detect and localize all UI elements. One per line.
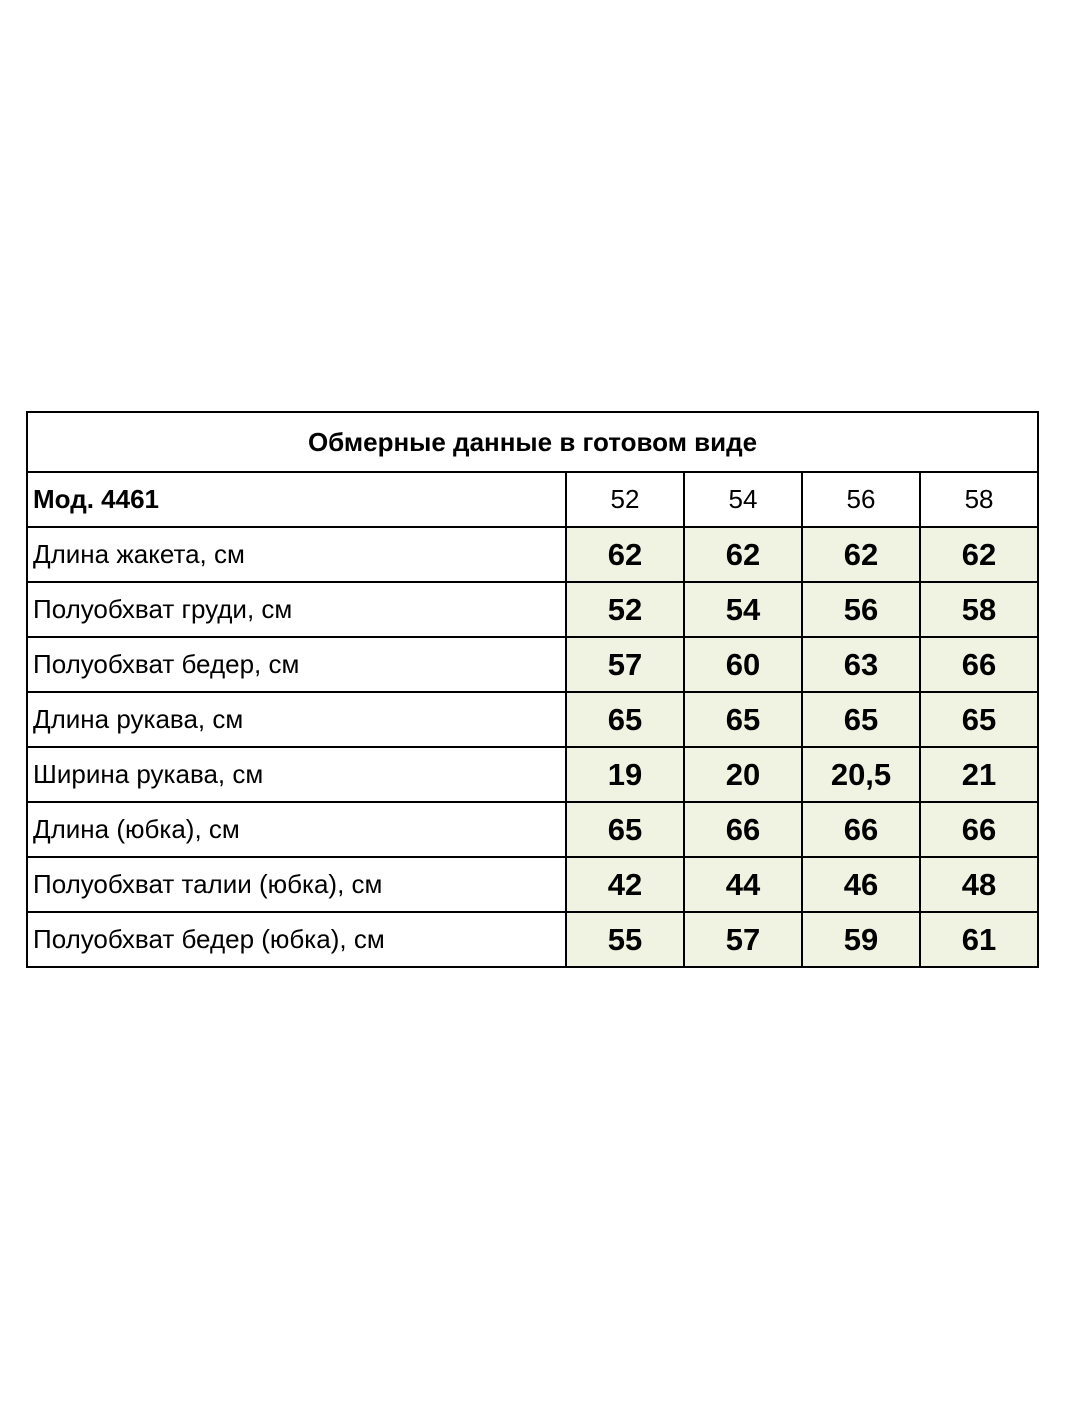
- measurement-label: Полуобхват талии (юбка), см: [27, 857, 566, 912]
- measurement-value: 66: [920, 802, 1038, 857]
- table-row: [27, 747, 1038, 802]
- size-header: 58: [920, 472, 1038, 527]
- measurement-value: 62: [684, 527, 802, 582]
- measurement-value: 65: [566, 692, 684, 747]
- size-header: 56: [802, 472, 920, 527]
- measurement-label: Полуобхват бедер, см: [27, 637, 566, 692]
- measurement-label: Длина (юбка), см: [27, 802, 566, 857]
- measurement-value: 57: [566, 637, 684, 692]
- table-row: [27, 527, 1038, 582]
- measurement-value: 42: [566, 857, 684, 912]
- measurement-value: 58: [920, 582, 1038, 637]
- table-row: [27, 857, 1038, 912]
- measurement-value: 63: [802, 637, 920, 692]
- measurement-value: 21: [920, 747, 1038, 802]
- table-row: [27, 637, 1038, 692]
- measurement-value: 65: [920, 692, 1038, 747]
- table-title-row: [27, 412, 1038, 472]
- table-row: [27, 802, 1038, 857]
- table-row: [27, 692, 1038, 747]
- measurement-value: 20: [684, 747, 802, 802]
- table-row: [27, 582, 1038, 637]
- measurement-value: 65: [684, 692, 802, 747]
- measurement-value: 57: [684, 912, 802, 967]
- measurement-value: 55: [566, 912, 684, 967]
- measurement-value: 62: [566, 527, 684, 582]
- measurement-value: 46: [802, 857, 920, 912]
- measurement-value: 19: [566, 747, 684, 802]
- measurement-label: Ширина рукава, см: [27, 747, 566, 802]
- measurement-label: Длина жакета, см: [27, 527, 566, 582]
- measurement-label: Полуобхват груди, см: [27, 582, 566, 637]
- table-row: [27, 912, 1038, 967]
- measurement-value: 60: [684, 637, 802, 692]
- table-header-row: [27, 472, 1038, 527]
- measurement-label: Длина рукава, см: [27, 692, 566, 747]
- measurement-value: 59: [802, 912, 920, 967]
- size-header: 54: [684, 472, 802, 527]
- model-label: Мод. 4461: [27, 472, 566, 527]
- size-header: 52: [566, 472, 684, 527]
- measurement-value: 20,5: [802, 747, 920, 802]
- measurement-value: 61: [920, 912, 1038, 967]
- measurement-value: 52: [566, 582, 684, 637]
- measurement-value: 66: [684, 802, 802, 857]
- size-chart-table: [26, 411, 1039, 968]
- measurement-value: 65: [566, 802, 684, 857]
- measurement-value: 48: [920, 857, 1038, 912]
- measurement-value: 66: [920, 637, 1038, 692]
- measurement-value: 44: [684, 857, 802, 912]
- measurement-value: 65: [802, 692, 920, 747]
- measurement-value: 62: [920, 527, 1038, 582]
- table-title: Обмерные данные в готовом виде: [27, 412, 1038, 472]
- measurement-value: 54: [684, 582, 802, 637]
- measurement-value: 56: [802, 582, 920, 637]
- measurement-label: Полуобхват бедер (юбка), см: [27, 912, 566, 967]
- measurement-value: 62: [802, 527, 920, 582]
- measurement-value: 66: [802, 802, 920, 857]
